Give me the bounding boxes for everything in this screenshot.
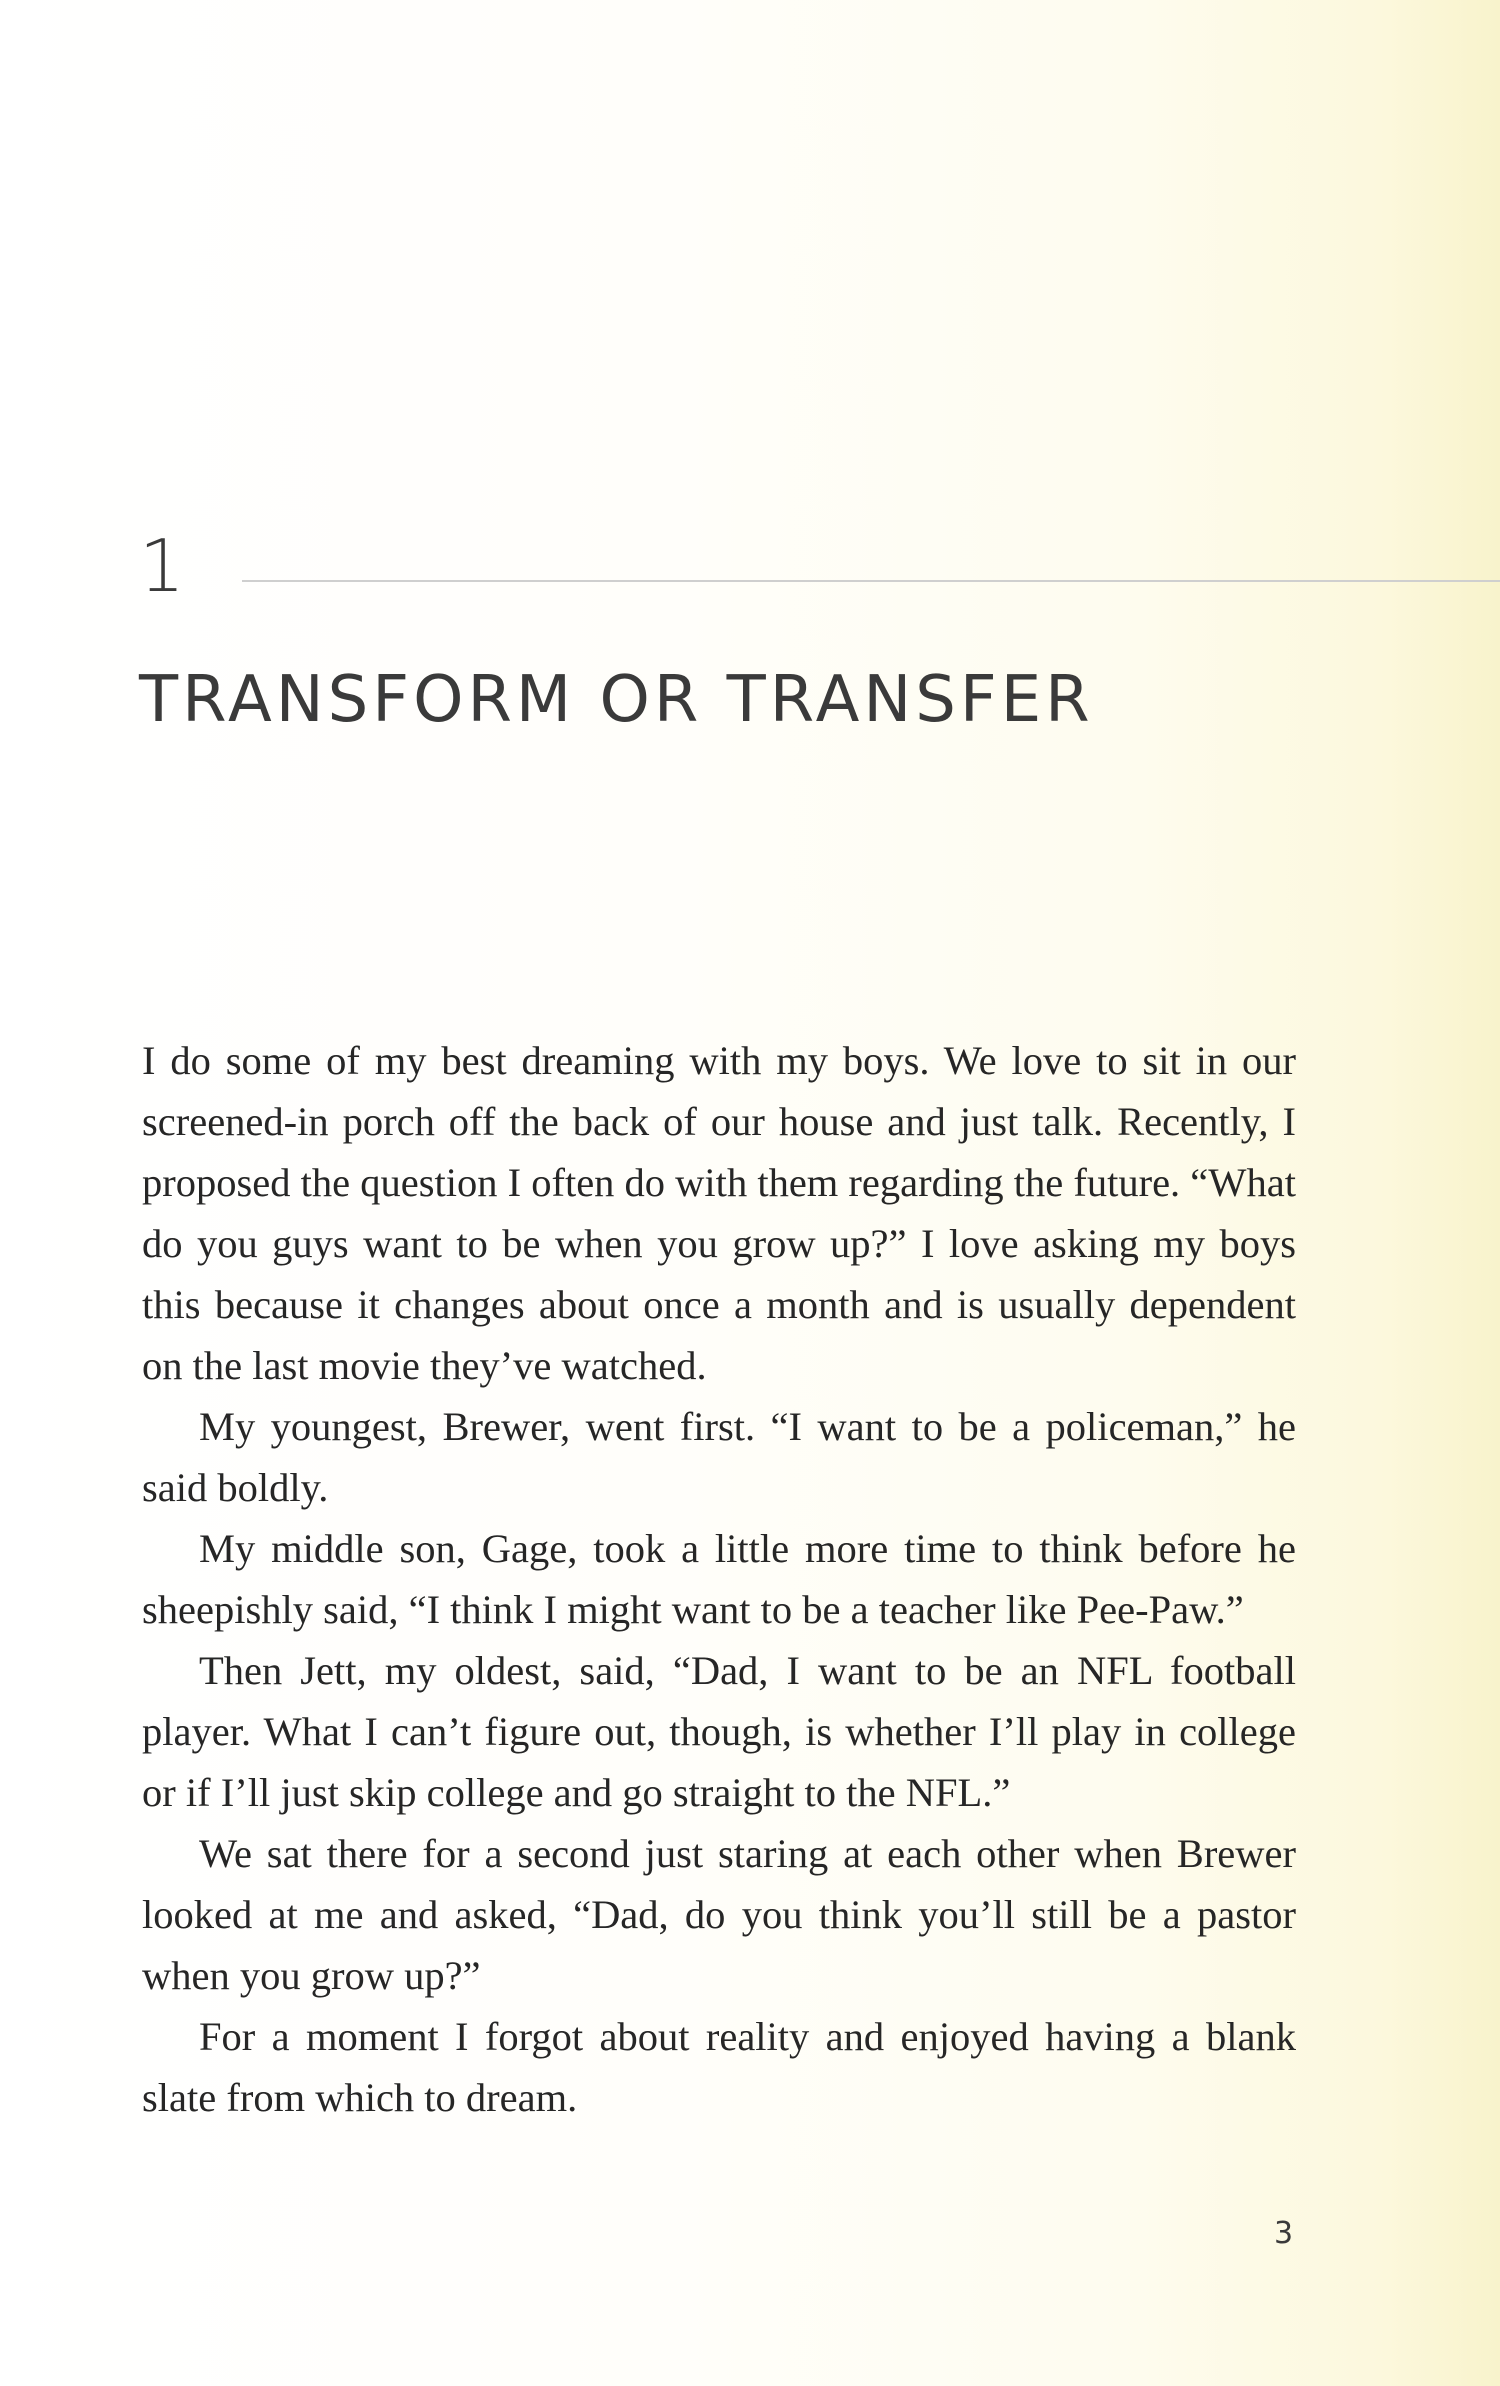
paragraph-1: I do some of my best dreaming with my boys. We love to sit in our screened-in porch off the back of our house and just talk. Recently, I proposed the question I often do with them regarding the future. “What do you guys want to be when you grow up?” I love asking my boys this because it changes about once a month and is usually dependent on the last movie they’ve watched. (142, 1038, 1296, 1388)
paragraph-3: My middle son, Gage, took a little more time to think before he sheepishly said, “I think I might want to be a teacher like Pee-Paw.” (142, 1526, 1296, 1632)
paragraph-4: Then Jett, my oldest, said, “Dad, I want to be an NFL football player. What I can’t figure out, though, is whether I’ll play in college or if I’ll just skip college and go straight to the NFL.” (142, 1648, 1296, 1815)
chapter-title: TRANSFORM OR TRANSFER (139, 663, 1094, 737)
chapter-divider-rule (242, 580, 1500, 582)
paragraph-5: We sat there for a second just staring at each other when Brewer looked at me and asked, “Dad, do you think you’ll still be a pastor when you grow up?” (142, 1831, 1296, 1998)
page-number: 3 (1274, 2216, 1294, 2251)
body-text (142, 1030, 1296, 2128)
paragraph-2: My youngest, Brewer, went first. “I want to be a policeman,” he said boldly. (142, 1404, 1296, 1510)
paragraph-6: For a moment I forgot about reality and enjoyed having a blank slate from which to dream. (142, 2014, 1296, 2120)
chapter-number: 1 (139, 524, 185, 608)
